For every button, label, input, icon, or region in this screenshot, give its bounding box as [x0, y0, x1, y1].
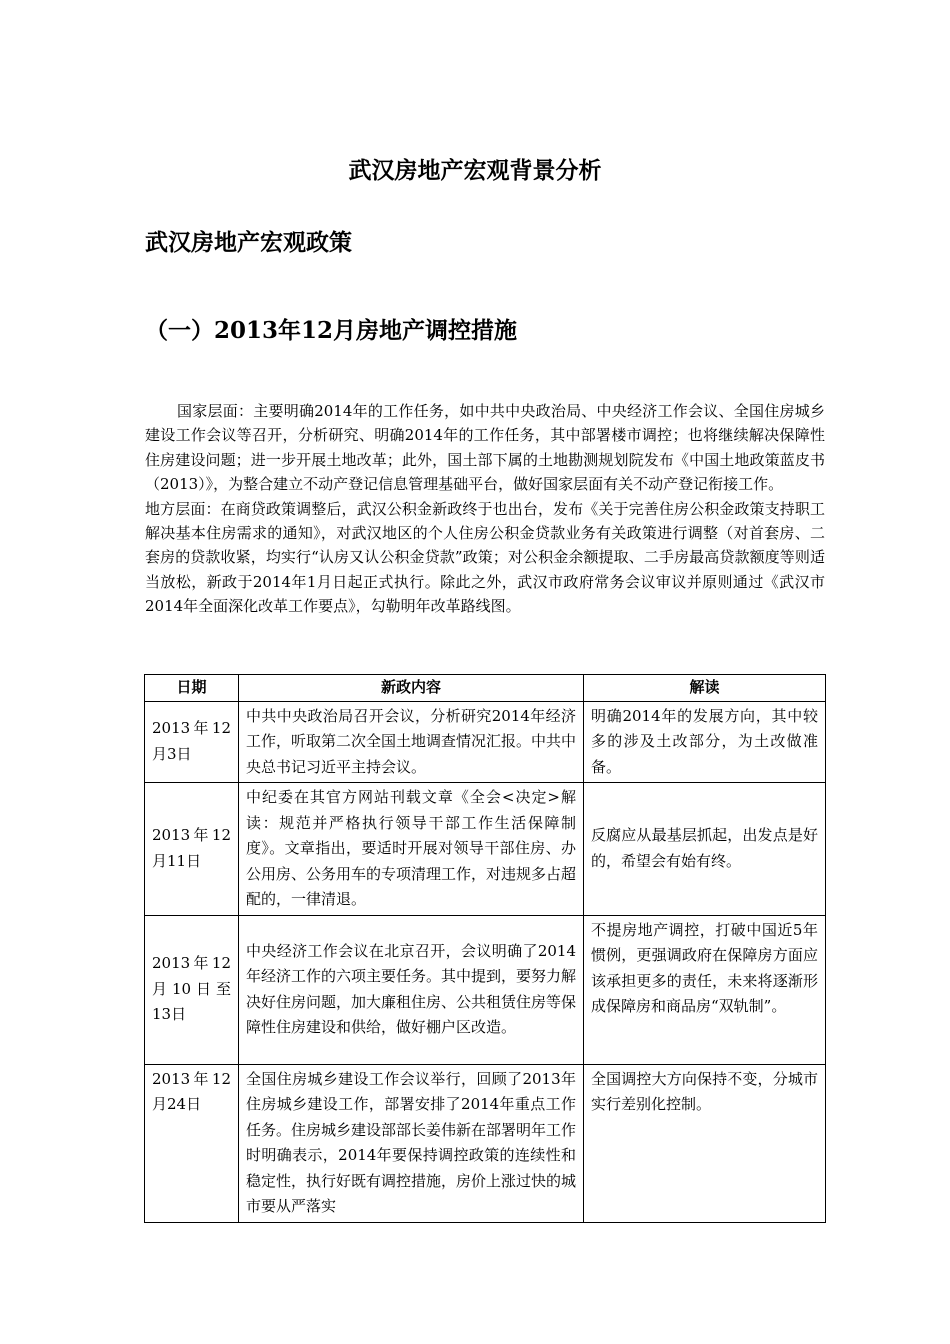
cell-content: 中共中央政治局召开会议，分析研究2014年经济工作，听取第二次全国土地调查情况汇报。中共中央总书记习近平主持会议。 — [239, 701, 584, 783]
table-row — [145, 783, 826, 916]
body-text — [145, 399, 825, 619]
cell-content: 中纪委在其官方网站刊载文章《全会<决定>解读：规范并严格执行领导干部工作生活保障制度》。文章指出，要适时开展对领导干部住房、办公用房、公务用车的专项清理工作，对违规多占超配的，一律清退。 — [239, 783, 584, 916]
cell-date: 2013年12月10日至13日 — [145, 915, 239, 1064]
cell-date: 2013年12月24日 — [145, 1064, 239, 1222]
header-interpretation: 解读 — [584, 675, 826, 702]
policy-table — [144, 674, 826, 1223]
table-row — [145, 915, 826, 1064]
paragraph-national: 国家层面：主要明确2014年的工作任务，如中共中央政治局、中央经济工作会议、全国住房城乡建设工作会议等召开，分析研究、明确2014年的工作任务，其中部署楼市调控；也将继续解决保障性住房建设问题；进一步开展土地改革；此外，国土部下属的土地勘测规划院发布《中国土地政策蓝皮书（2013）》，为整合建立不动产登记信息管理基础平台，做好国家层面有关不动产登记衔接工作。 — [145, 402, 825, 494]
cell-date: 2013年12月11日 — [145, 783, 239, 916]
table-header-row — [145, 675, 826, 702]
cell-interpretation: 反腐应从最基层抓起，出发点是好的，希望会有始有终。 — [584, 783, 826, 916]
table-row — [145, 1064, 826, 1222]
table-row — [145, 701, 826, 783]
cell-content: 中央经济工作会议在北京召开，会议明确了2014年经济工作的六项主要任务。其中提到，要努力解决好住房问题，加大廉租住房、公共租赁住房等保障性住房建设和供给，做好棚户区改造。 — [239, 915, 584, 1064]
header-date: 日期 — [145, 675, 239, 702]
sub-heading: （一）2013年12月房地产调控措施 — [145, 317, 518, 344]
cell-interpretation: 不提房地产调控，打破中国近5年惯例，更强调政府在保障房方面应该承担更多的责任，未来将逐渐形成保障房和商品房“双轨制”。 — [584, 915, 826, 1064]
page-title: 武汉房地产宏观背景分析 — [348, 157, 602, 184]
cell-interpretation: 全国调控大方向保持不变，分城市实行差别化控制。 — [584, 1064, 826, 1222]
cell-date: 2013年12月3日 — [145, 701, 239, 783]
header-content: 新政内容 — [239, 675, 584, 702]
cell-interpretation: 明确2014年的发展方向，其中较多的涉及土改部分，为土改做准备。 — [584, 701, 826, 783]
cell-content: 全国住房城乡建设工作会议举行，回顾了2013年住房城乡建设工作，部署安排了2014年重点工作任务。住房城乡建设部部长姜伟新在部署明年工作时明确表示，2014年要保持调控政策的连续性和稳定性，执行好既有调控措施，房价上涨过快的城市要从严落实 — [239, 1064, 584, 1222]
section-heading: 武汉房地产宏观政策 — [145, 229, 352, 256]
paragraph-local: 地方层面：在商贷政策调整后，武汉公积金新政终于也出台，发布《关于完善住房公积金政策支持职工解决基本住房需求的通知》，对武汉地区的个人住房公积金贷款业务有关政策进行调整（对首套房、二套房的贷款收紧，均实行“认房又认公积金贷款”政策；对公积金余额提取、二手房最高贷款额度等则适当放松，新政于2014年1月日起正式执行。除此之外，武汉市政府常务会议审议并原则通过《武汉市2014年全面深化改革工作要点》，勾勒明年改革路线图。 — [145, 499, 825, 616]
